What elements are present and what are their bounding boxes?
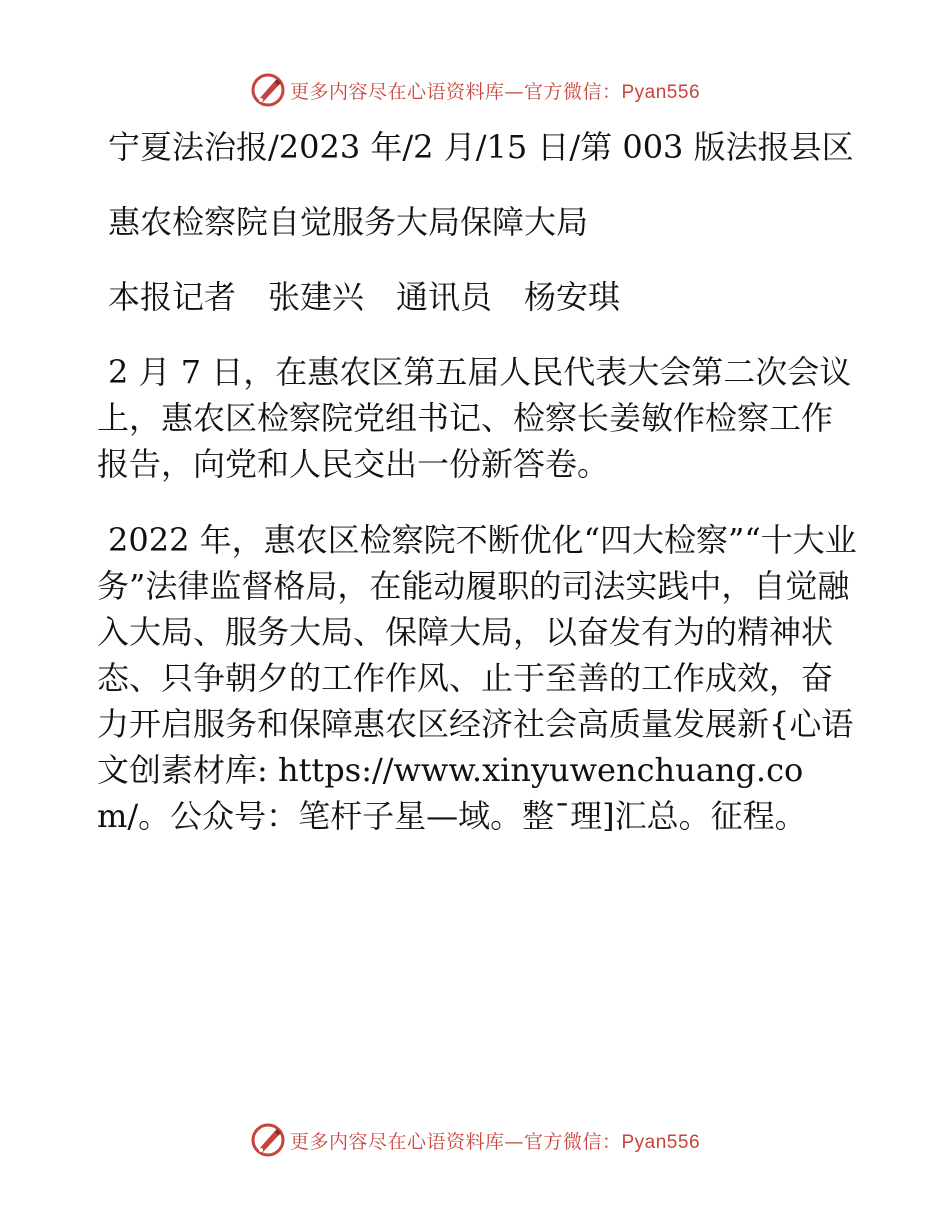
pen-logo-icon: [250, 1122, 286, 1158]
paragraph-2: 2022 年，惠农区检察院不断优化“四大检察”“十大业务”法律监督格局，在能动履职的司法实践中，自觉融入大局、服务大局、保障大局，以奋发有为的精神状态、只争朝夕的工作作风、止于至善的工作成效，奋力开启服务和保障惠农区经济社会高质量发展新{心语文创素材库: https://www.xinyuwenchuang.com/。公众号：笔杆子星—域。整¯理]汇总。征程。: [97, 521, 857, 835]
footer-watermark-banner: [0, 1120, 950, 1160]
header-watermark-banner: [0, 70, 950, 110]
watermark-text: 更多内容尽在心语资料库—官方微信：Pyan556: [289, 80, 701, 103]
wechat-handle: Pyan556: [621, 81, 701, 103]
source-line: 宁夏法治报/2023 年/2 月/15 日/第 003 版法报县区: [108, 128, 854, 166]
article-body: [97, 124, 857, 839]
paragraph-1: 2 月 7 日，在惠农区第五届人民代表大会第二次会议上，惠农区检察院党组书记、检察长姜敏作检察工作报告，向党和人民交出一份新答卷。: [97, 353, 852, 483]
wechat-handle: Pyan556: [621, 1131, 701, 1153]
article-title: 惠农检察院自觉服务大局保障大局: [108, 203, 589, 241]
watermark-text: 更多内容尽在心语资料库—官方微信：Pyan556: [289, 1130, 701, 1153]
byline: 本报记者 张建兴 通讯员 杨安琪: [108, 278, 621, 316]
pen-logo-icon: [250, 72, 286, 108]
